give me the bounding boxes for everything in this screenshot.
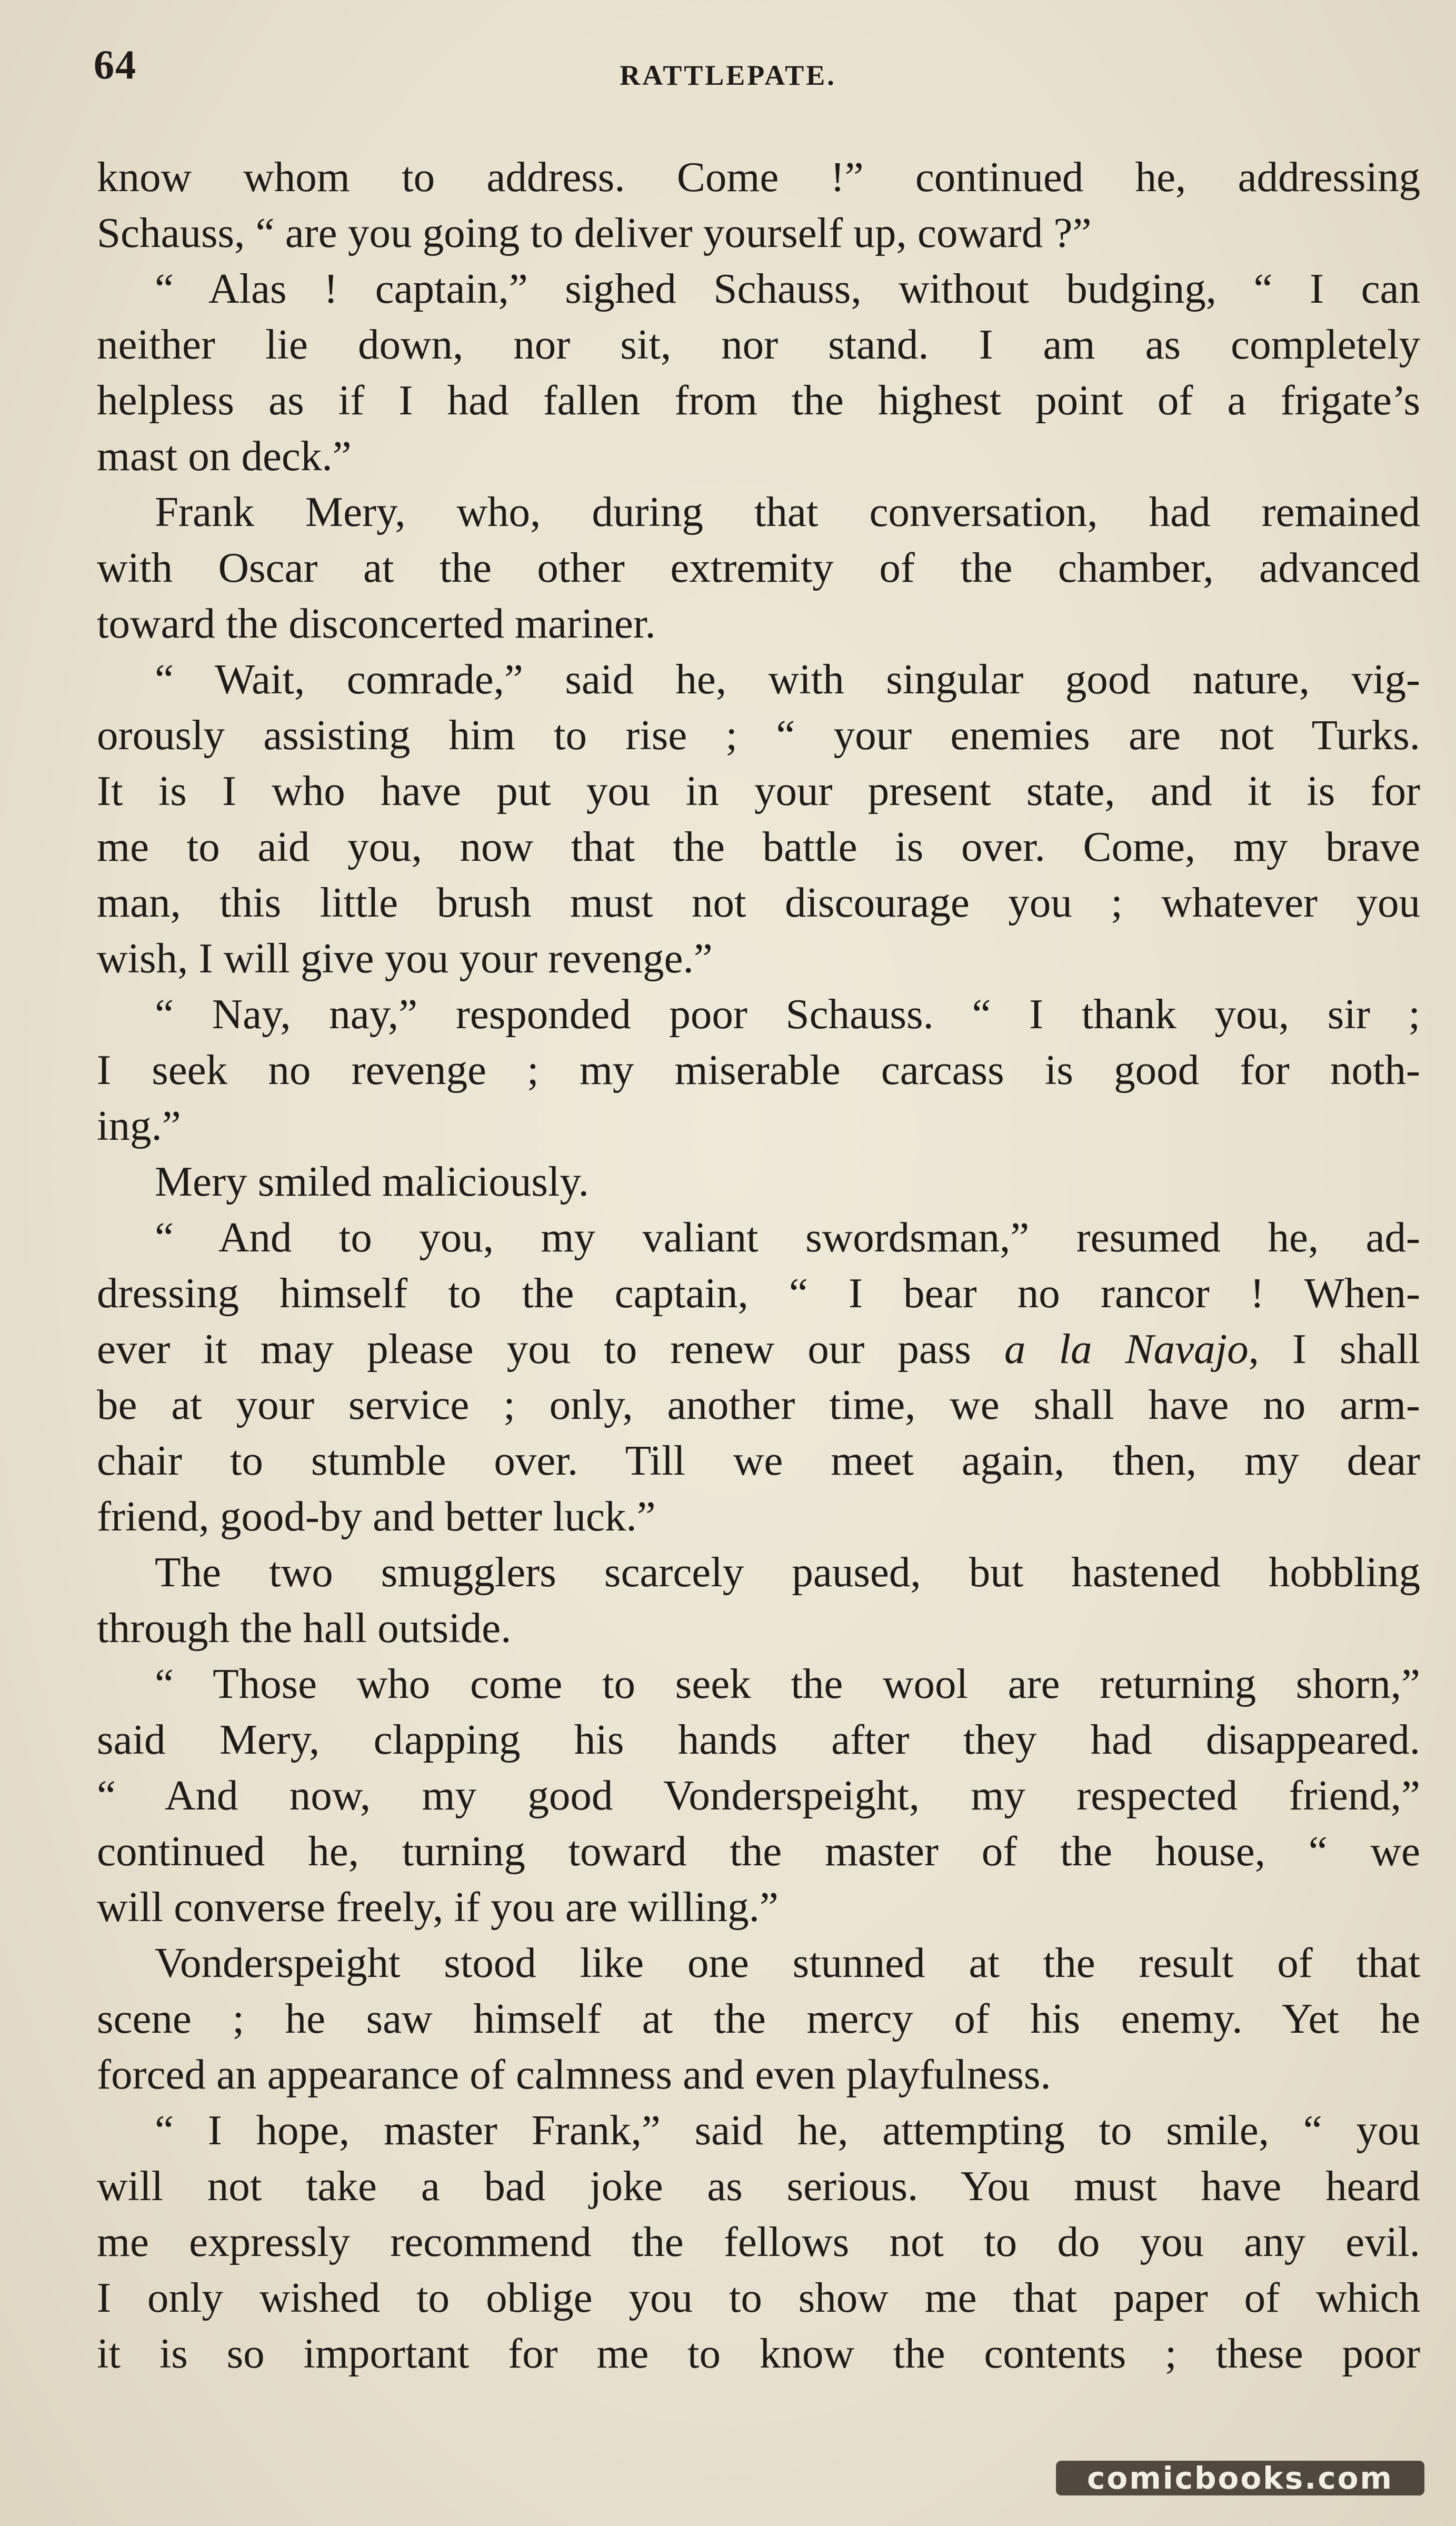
text-line: “ Those who come to seek the wool are returning shorn,” xyxy=(155,1660,1420,1707)
text-line-part: ever it may please you to renew our pass xyxy=(97,1325,1004,1373)
page-number: 64 xyxy=(94,42,137,87)
text-line-part: , I shall xyxy=(1248,1325,1420,1373)
text-line: wish, I will give you your revenge.” xyxy=(97,934,713,982)
text-line: Frank Mery, who, during that conversation, had remained xyxy=(155,488,1420,535)
text-line: will not take a bad joke as serious. You must have heard xyxy=(97,2162,1420,2210)
text-line: forced an appearance of calmness and even playfulness. xyxy=(97,2051,1051,2098)
text-line: through the hall outside. xyxy=(97,1604,512,1652)
text-line: said Mery, clapping his hands after they had disappeared. xyxy=(97,1716,1420,1763)
text-line: with Oscar at the other extremity of the chamber, advanced xyxy=(97,544,1420,591)
text-line: Mery smiled maliciously. xyxy=(155,1158,589,1205)
text-line: “ I hope, master Frank,” said he, attempting to smile, “ you xyxy=(155,2106,1420,2154)
text-line: It is I who have put you in your present state, and it is for xyxy=(97,767,1420,814)
text-line: chair to stumble over. Till we meet again, then, my dear xyxy=(97,1437,1420,1484)
text-line: friend, good-by and better luck.” xyxy=(97,1493,656,1540)
text-line: mast on deck.” xyxy=(97,432,352,480)
text-line: continued he, turning toward the master of the house, “ we xyxy=(97,1827,1420,1875)
text-line: orously assisting him to rise ; “ your enemies are not Turks. xyxy=(97,711,1420,759)
text-line: scene ; he saw himself at the mercy of his enemy. Yet he xyxy=(97,1995,1420,2042)
text-line: will converse freely, if you are willing.” xyxy=(97,1883,779,1931)
text-line: toward the disconcerted mariner. xyxy=(97,600,656,647)
text-line: it is so important for me to know the contents ; these poor xyxy=(97,2330,1420,2377)
text-line: man, this little brush must not discourage you ; whatever you xyxy=(97,879,1420,926)
text-line: me to aid you, now that the battle is over. Come, my brave xyxy=(97,823,1420,870)
text-line: me expressly recommend the fellows not to do you any evil. xyxy=(97,2218,1420,2265)
text-line xyxy=(97,1321,1420,1377)
text-line: Schauss, “ are you going to deliver yourself up, coward ?” xyxy=(97,209,1092,256)
text-line: ing.” xyxy=(97,1102,181,1149)
text-line: “ Nay, nay,” responded poor Schauss. “ I thank you, sir ; xyxy=(155,990,1420,1038)
text-line: helpless as if I had fallen from the highest point of a frigate’s xyxy=(97,376,1420,424)
text-line: I only wished to oblige you to show me that paper of which xyxy=(97,2274,1420,2321)
text-line: dressing himself to the captain, “ I bear no rancor ! When- xyxy=(97,1269,1420,1317)
watermark: comicbooks.com xyxy=(1056,2461,1424,2495)
body-text xyxy=(97,149,1420,2381)
text-line: neither lie down, nor sit, nor stand. I am as completely xyxy=(97,321,1420,368)
text-line: I seek no revenge ; my miserable carcass is good for noth- xyxy=(97,1046,1420,1093)
text-line: “ Alas ! captain,” sighed Schauss, without budging, “ I can xyxy=(155,265,1420,312)
text-line: The two smugglers scarcely paused, but hastened hobbling xyxy=(155,1548,1420,1596)
running-head: RATTLEPATE. xyxy=(620,59,836,91)
text-line: know whom to address. Come !” continued he, addressing xyxy=(97,153,1420,201)
italic-phrase: a la Navajo xyxy=(1004,1325,1249,1373)
text-line: “ And now, my good Vonderspeight, my respected friend,” xyxy=(97,1772,1420,1819)
text-line: “ Wait, comrade,” said he, with singular good nature, vig- xyxy=(155,655,1420,703)
text-line: be at your service ; only, another time, we shall have no arm- xyxy=(97,1381,1420,1428)
text-line: “ And to you, my valiant swordsman,” resumed he, ad- xyxy=(155,1214,1420,1261)
text-line: Vonderspeight stood like one stunned at the result of that xyxy=(155,1939,1420,1986)
